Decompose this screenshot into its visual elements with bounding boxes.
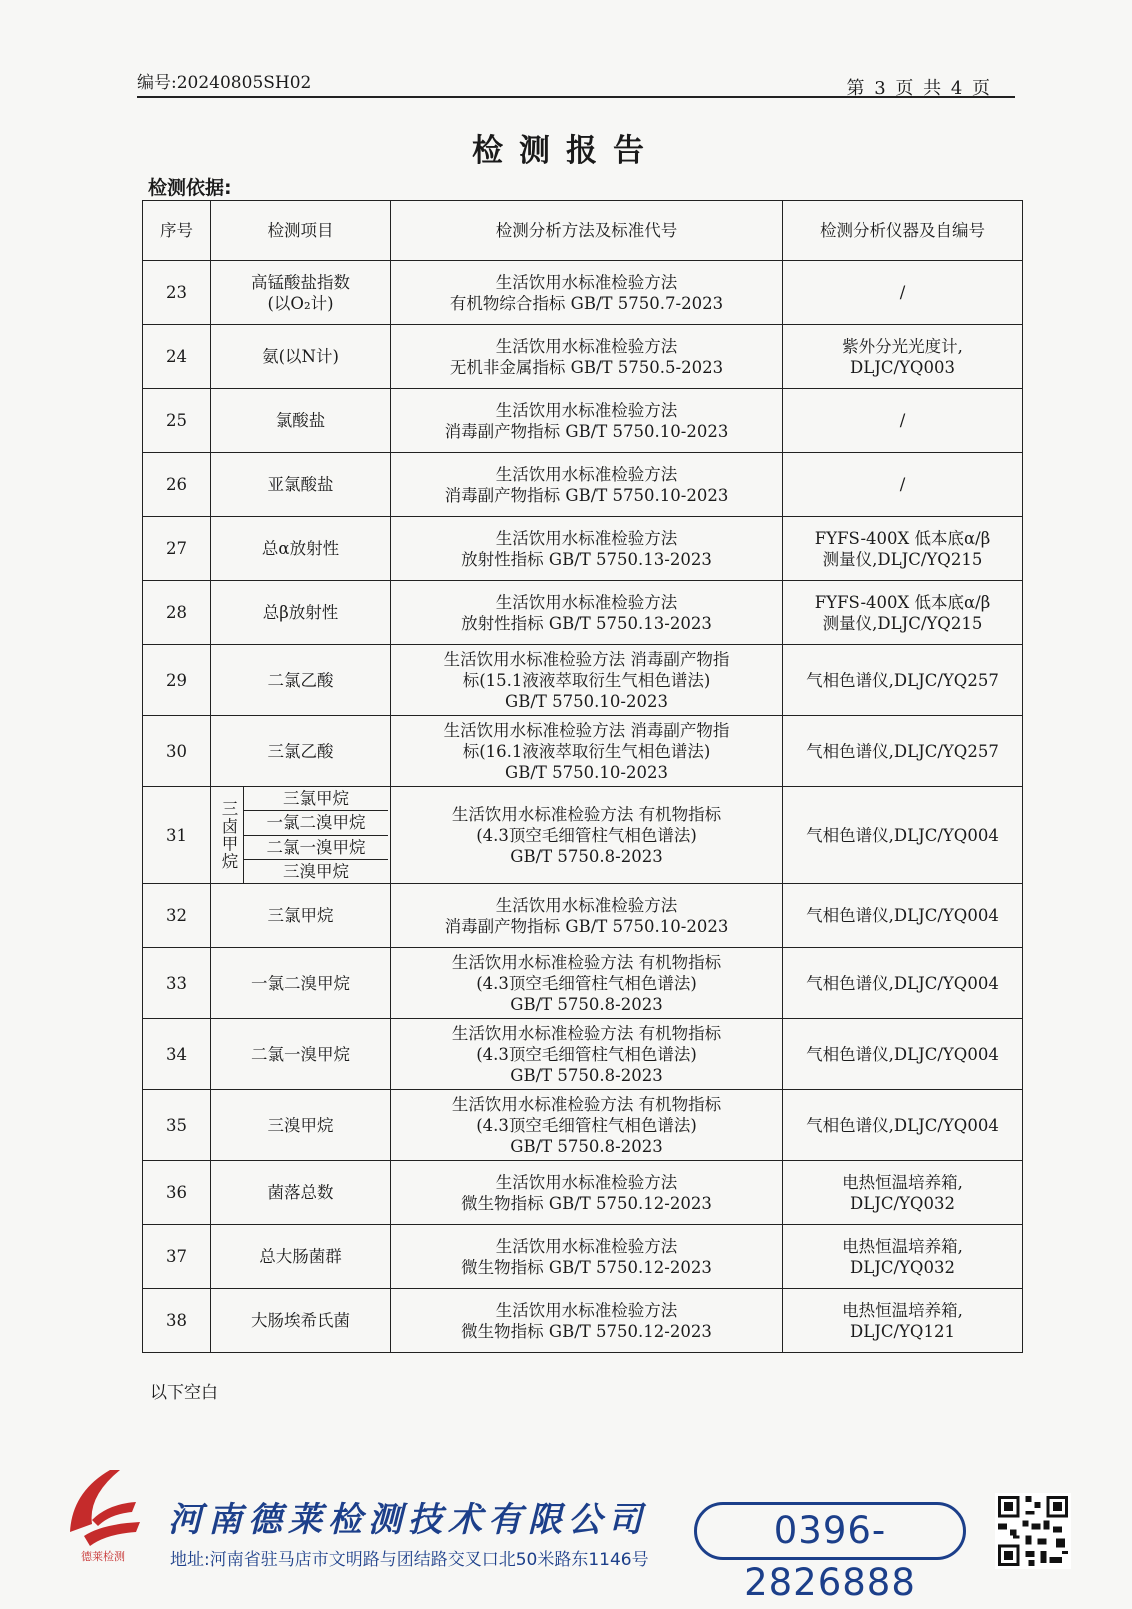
method-line: 生活饮用水标准检验方法 bbox=[495, 400, 678, 420]
method-line: 生活饮用水标准检验方法 bbox=[495, 336, 678, 356]
instrument-line: / bbox=[899, 411, 906, 430]
method-line: 生活饮用水标准检验方法 消毒副产物指 bbox=[443, 649, 730, 669]
group-sub-item: 三氯甲烷 bbox=[244, 787, 388, 811]
row-method bbox=[391, 1090, 783, 1161]
header-seq: 序号 bbox=[143, 201, 211, 261]
row-item bbox=[211, 884, 391, 948]
row-seq: 26 bbox=[143, 453, 211, 517]
instrument-line: DLJC/YQ032 bbox=[850, 1257, 955, 1277]
row-instrument bbox=[783, 645, 1023, 716]
item-line: 三溴甲烷 bbox=[267, 1115, 334, 1135]
company-name: 河南德莱检测技术有限公司 bbox=[168, 1500, 648, 1540]
item-line: 高锰酸盐指数 bbox=[251, 272, 350, 292]
row-item bbox=[211, 948, 391, 1019]
row-item bbox=[211, 1019, 391, 1090]
item-line: 菌落总数 bbox=[267, 1183, 334, 1202]
row-item bbox=[211, 517, 391, 581]
row-method bbox=[391, 884, 783, 948]
row-instrument bbox=[783, 517, 1023, 581]
row-method bbox=[391, 453, 783, 517]
row-instrument bbox=[783, 948, 1023, 1019]
method-line: GB/T 5750.10-2023 bbox=[505, 691, 668, 711]
row-item bbox=[211, 389, 391, 453]
instrument-line: / bbox=[899, 283, 906, 302]
item-line: 总大肠菌群 bbox=[259, 1247, 342, 1266]
method-line: 生活饮用水标准检验方法 bbox=[495, 592, 678, 612]
row-instrument bbox=[783, 1019, 1023, 1090]
row-item bbox=[211, 716, 391, 787]
row-instrument bbox=[783, 1289, 1023, 1353]
row-item bbox=[211, 261, 391, 325]
row-seq: 35 bbox=[143, 1090, 211, 1161]
row-seq: 24 bbox=[143, 325, 211, 389]
method-line: GB/T 5750.8-2023 bbox=[510, 994, 663, 1014]
item-line: 二氯一溴甲烷 bbox=[251, 1044, 350, 1064]
method-line: (4.3顶空毛细管柱气相色谱法) bbox=[476, 1115, 697, 1135]
item-line: 氨(以N计) bbox=[262, 347, 339, 366]
method-line: 微生物指标 GB/T 5750.12-2023 bbox=[461, 1321, 712, 1341]
item-line: 三氯乙酸 bbox=[267, 741, 334, 761]
basis-table bbox=[142, 200, 1023, 1353]
header-rule bbox=[137, 96, 1015, 98]
row-method bbox=[391, 517, 783, 581]
item-line: 三氯甲烷 bbox=[267, 906, 334, 925]
row-item bbox=[211, 581, 391, 645]
row-instrument bbox=[783, 453, 1023, 517]
method-line: 生活饮用水标准检验方法 bbox=[495, 272, 678, 292]
row-seq: 32 bbox=[143, 884, 211, 948]
row-method bbox=[391, 325, 783, 389]
row-seq: 31 bbox=[143, 787, 211, 884]
method-line: GB/T 5750.10-2023 bbox=[505, 762, 668, 782]
row-method bbox=[391, 581, 783, 645]
row-item bbox=[211, 1090, 391, 1161]
company-logo-icon bbox=[62, 1462, 144, 1548]
row-instrument bbox=[783, 325, 1023, 389]
method-line: 消毒副产物指标 GB/T 5750.10-2023 bbox=[444, 421, 729, 441]
row-seq: 37 bbox=[143, 1225, 211, 1289]
method-line: 生活饮用水标准检验方法 bbox=[495, 895, 678, 915]
basis-label: 检测依据: bbox=[148, 177, 232, 199]
method-line: 生活饮用水标准检验方法 有机物指标 bbox=[451, 804, 722, 824]
instrument-line: 气相色谱仪,DLJC/YQ004 bbox=[806, 906, 999, 925]
instrument-line: 气相色谱仪,DLJC/YQ004 bbox=[806, 825, 999, 845]
row-item bbox=[211, 1161, 391, 1225]
instrument-line: FYFS-400X 低本底α/β bbox=[814, 528, 991, 548]
page-indicator: 第 3 页 共 4 页 bbox=[846, 78, 992, 99]
item-line: 亚氯酸盐 bbox=[267, 475, 334, 494]
method-line: 有机物综合指标 GB/T 5750.7-2023 bbox=[449, 293, 724, 313]
method-line: 生活饮用水标准检验方法 有机物指标 bbox=[451, 952, 722, 972]
row-method bbox=[391, 1225, 783, 1289]
row-seq: 34 bbox=[143, 1019, 211, 1090]
row-instrument bbox=[783, 787, 1023, 884]
row-instrument bbox=[783, 1090, 1023, 1161]
instrument-line: 测量仪,DLJC/YQ215 bbox=[822, 613, 983, 633]
row-seq: 36 bbox=[143, 1161, 211, 1225]
method-line: 微生物指标 GB/T 5750.12-2023 bbox=[461, 1257, 712, 1277]
instrument-line: 气相色谱仪,DLJC/YQ257 bbox=[806, 741, 999, 761]
table-row bbox=[143, 581, 1023, 645]
logo-caption: 德莱检测 bbox=[81, 1550, 125, 1563]
row-method bbox=[391, 1161, 783, 1225]
table-row bbox=[143, 948, 1023, 1019]
table-row bbox=[143, 787, 1023, 884]
instrument-line: DLJC/YQ003 bbox=[850, 357, 955, 377]
row-instrument bbox=[783, 716, 1023, 787]
row-method bbox=[391, 261, 783, 325]
instrument-line: 气相色谱仪,DLJC/YQ004 bbox=[806, 1115, 999, 1135]
row-seq: 25 bbox=[143, 389, 211, 453]
qr-code-icon bbox=[995, 1493, 1071, 1569]
method-line: 生活饮用水标准检验方法 bbox=[495, 1236, 678, 1256]
instrument-line: 气相色谱仪,DLJC/YQ004 bbox=[806, 1044, 999, 1064]
row-method bbox=[391, 787, 783, 884]
row-method bbox=[391, 389, 783, 453]
table-row bbox=[143, 1161, 1023, 1225]
method-line: 生活饮用水标准检验方法 消毒副产物指 bbox=[443, 720, 730, 740]
table-row bbox=[143, 1289, 1023, 1353]
row-seq: 30 bbox=[143, 716, 211, 787]
item-line: 总α放射性 bbox=[261, 539, 340, 558]
table-row bbox=[143, 1090, 1023, 1161]
table-row bbox=[143, 645, 1023, 716]
table-row bbox=[143, 389, 1023, 453]
instrument-line: DLJC/YQ032 bbox=[850, 1193, 955, 1213]
method-line: GB/T 5750.8-2023 bbox=[510, 1136, 663, 1156]
method-line: 微生物指标 GB/T 5750.12-2023 bbox=[461, 1193, 712, 1213]
row-item bbox=[211, 325, 391, 389]
table-row bbox=[143, 517, 1023, 581]
method-line: 标(16.1液液萃取衍生气相色谱法) bbox=[462, 741, 711, 761]
header-instrument: 检测分析仪器及自编号 bbox=[783, 201, 1023, 261]
table-row bbox=[143, 884, 1023, 948]
header-method: 检测分析方法及标准代号 bbox=[391, 201, 783, 261]
method-line: 生活饮用水标准检验方法 bbox=[495, 1172, 678, 1192]
group-sub-item: 三溴甲烷 bbox=[283, 861, 349, 881]
instrument-line: 测量仪,DLJC/YQ215 bbox=[822, 549, 983, 569]
row-method bbox=[391, 948, 783, 1019]
table-row bbox=[143, 1019, 1023, 1090]
method-line: GB/T 5750.8-2023 bbox=[510, 1065, 663, 1085]
instrument-line: 气相色谱仪,DLJC/YQ257 bbox=[806, 670, 999, 690]
instrument-line: DLJC/YQ121 bbox=[850, 1321, 955, 1341]
report-number: 编号:20240805SH02 bbox=[137, 73, 312, 93]
method-line: 无机非金属指标 GB/T 5750.5-2023 bbox=[449, 357, 724, 377]
method-line: 标(15.1液液萃取衍生气相色谱法) bbox=[462, 670, 711, 690]
instrument-line: 电热恒温培养箱, bbox=[842, 1300, 963, 1320]
blank-below-note: 以下空白 bbox=[150, 1383, 218, 1403]
row-instrument bbox=[783, 581, 1023, 645]
method-line: (4.3顶空毛细管柱气相色谱法) bbox=[476, 825, 697, 845]
row-instrument bbox=[783, 261, 1023, 325]
row-instrument bbox=[783, 389, 1023, 453]
report-title: 检测报告 bbox=[472, 133, 660, 169]
instrument-line: 电热恒温培养箱, bbox=[842, 1236, 963, 1256]
row-item bbox=[211, 787, 391, 884]
table-row bbox=[143, 325, 1023, 389]
instrument-line: 气相色谱仪,DLJC/YQ004 bbox=[806, 973, 999, 993]
instrument-line: 紫外分光光度计, bbox=[842, 336, 963, 356]
group-label: 三卤甲烷 bbox=[213, 787, 244, 883]
company-address: 地址:河南省驻马店市文明路与团结路交叉口北50米路东1146号 bbox=[170, 1550, 649, 1570]
method-line: 消毒副产物指标 GB/T 5750.10-2023 bbox=[444, 916, 729, 936]
row-seq: 27 bbox=[143, 517, 211, 581]
method-line: 生活饮用水标准检验方法 bbox=[495, 1300, 678, 1320]
item-line: 氯酸盐 bbox=[275, 411, 326, 430]
item-line: 二氯乙酸 bbox=[267, 670, 334, 690]
row-item bbox=[211, 1225, 391, 1289]
method-line: 生活饮用水标准检验方法 bbox=[495, 464, 678, 484]
table-header-row bbox=[143, 201, 1023, 261]
item-line: 一氯二溴甲烷 bbox=[251, 973, 350, 993]
company-phone: 0396-2826888 bbox=[694, 1502, 966, 1560]
method-line: 生活饮用水标准检验方法 有机物指标 bbox=[451, 1094, 722, 1114]
row-method bbox=[391, 1019, 783, 1090]
item-line: (以O₂计) bbox=[267, 293, 334, 313]
method-line: (4.3顶空毛细管柱气相色谱法) bbox=[476, 1044, 697, 1064]
row-instrument bbox=[783, 1161, 1023, 1225]
method-line: GB/T 5750.8-2023 bbox=[510, 846, 663, 866]
group-sub-item: 二氯一溴甲烷 bbox=[244, 836, 388, 860]
item-line: 大肠埃希氏菌 bbox=[251, 1311, 350, 1330]
instrument-line: 电热恒温培养箱, bbox=[842, 1172, 963, 1192]
table-row bbox=[143, 1225, 1023, 1289]
item-line: 总β放射性 bbox=[262, 603, 339, 622]
instrument-line: FYFS-400X 低本底α/β bbox=[814, 592, 991, 612]
header-item: 检测项目 bbox=[211, 201, 391, 261]
row-item bbox=[211, 453, 391, 517]
method-line: 生活饮用水标准检验方法 有机物指标 bbox=[451, 1023, 722, 1043]
row-method bbox=[391, 645, 783, 716]
method-line: 放射性指标 GB/T 5750.13-2023 bbox=[461, 549, 712, 569]
row-item bbox=[211, 645, 391, 716]
method-line: 放射性指标 GB/T 5750.13-2023 bbox=[461, 613, 712, 633]
row-method bbox=[391, 1289, 783, 1353]
table-row bbox=[143, 453, 1023, 517]
row-method bbox=[391, 716, 783, 787]
instrument-line: / bbox=[899, 475, 906, 494]
row-seq: 38 bbox=[143, 1289, 211, 1353]
table-row bbox=[143, 716, 1023, 787]
method-line: 消毒副产物指标 GB/T 5750.10-2023 bbox=[444, 485, 729, 505]
row-item bbox=[211, 1289, 391, 1353]
row-seq: 23 bbox=[143, 261, 211, 325]
row-instrument bbox=[783, 1225, 1023, 1289]
group-sub-item: 一氯二溴甲烷 bbox=[244, 811, 388, 835]
row-seq: 28 bbox=[143, 581, 211, 645]
method-line: 生活饮用水标准检验方法 bbox=[495, 528, 678, 548]
row-instrument bbox=[783, 884, 1023, 948]
method-line: (4.3顶空毛细管柱气相色谱法) bbox=[476, 973, 697, 993]
row-seq: 29 bbox=[143, 645, 211, 716]
table-row bbox=[143, 261, 1023, 325]
row-seq: 33 bbox=[143, 948, 211, 1019]
